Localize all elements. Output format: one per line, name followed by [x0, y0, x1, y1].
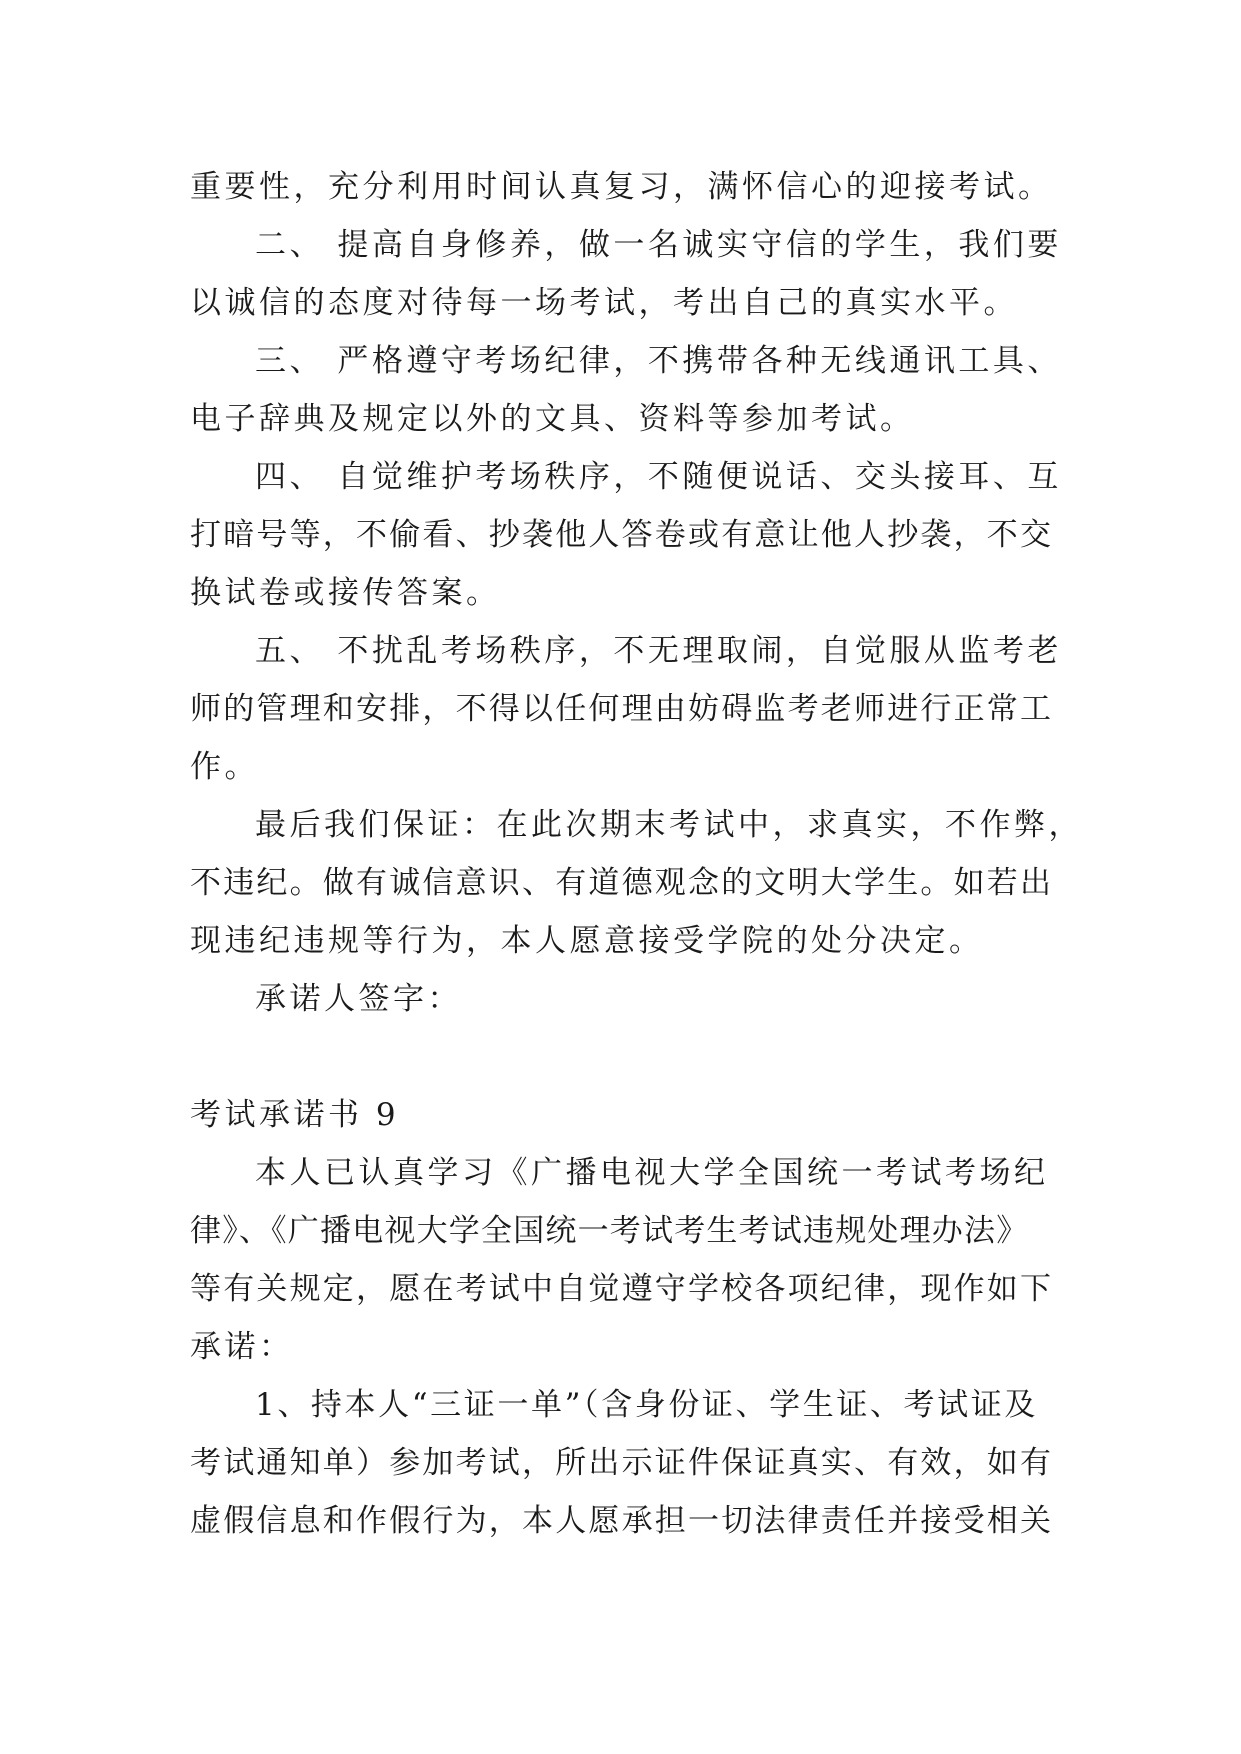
list-item-two: 二、 提高自身修养，做一名诚实守信的学生，我们要 — [255, 227, 1062, 263]
text-line: 打暗号等，不偷看、抄袭他人答卷或有意让他人抄袭，不交 — [190, 517, 1054, 553]
list-item-one: 1、持本人“三证一单”（含身份证、学生证、考试证及 — [255, 1387, 1038, 1423]
text-line: 重要性，充分利用时间认真复习，满怀信心的迎接考试。 — [190, 169, 1053, 205]
text-line: 以诚信的态度对待每一场考试，考出自己的真实水平。 — [190, 285, 1018, 321]
signature-label: 承诺人签字： — [255, 981, 462, 1017]
list-item-five: 五、 不扰乱考场秩序，不无理取闹，自觉服从监考老 — [255, 633, 1062, 669]
text-line: 考试通知单）参加考试，所出示证件保证真实、有效，如有 — [190, 1445, 1054, 1481]
text-line: 等有关规定，愿在考试中自觉遵守学校各项纪律，现作如下 — [190, 1271, 1054, 1307]
text-line: 现违纪违规等行为，本人愿意接受学院的处分决定。 — [190, 923, 984, 959]
text-line: 作。 — [190, 749, 259, 785]
list-item-four: 四、 自觉维护考场秩序，不随便说话、交头接耳、互 — [255, 459, 1062, 495]
text-line: 师的管理和安排，不得以任何理由妨碍监考老师进行正常工 — [190, 691, 1054, 727]
paragraph-start: 本人已认真学习《广播电视大学全国统一考试考场纪 — [255, 1155, 1049, 1191]
list-item-three: 三、 严格遵守考场纪律，不携带各种无线通讯工具、 — [255, 343, 1062, 379]
section-heading: 考试承诺书 9 — [190, 1097, 400, 1133]
closing-paragraph: 最后我们保证：在此次期末考试中，求真实，不作弊， — [255, 807, 1083, 843]
text-line: 电子辞典及规定以外的文具、资料等参加考试。 — [190, 401, 915, 437]
text-line: 不违纪。做有诚信意识、有道德观念的文明大学生。如若出 — [190, 865, 1054, 901]
text-line: 承诺： — [190, 1329, 294, 1365]
text-line: 律》、《广播电视大学全国统一考试考生考试违规处理办法》 — [190, 1213, 1029, 1249]
text-line: 虚假信息和作假行为，本人愿承担一切法律责任并接受相关 — [190, 1503, 1054, 1539]
text-line: 换试卷或接传答案。 — [190, 575, 501, 611]
